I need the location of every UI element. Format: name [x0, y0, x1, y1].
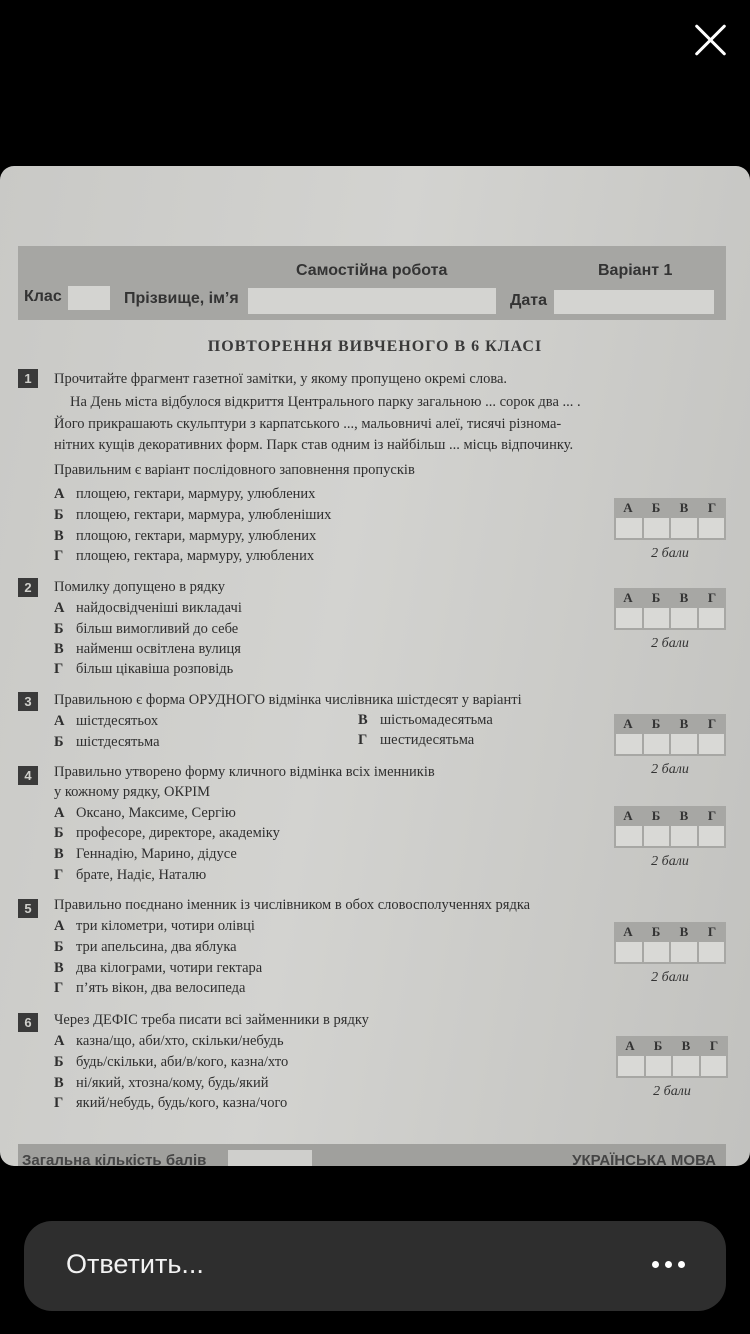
name-field	[248, 288, 496, 314]
answer-grid: А Б В Г 2 бали	[614, 498, 726, 562]
answer-option: В ні/який, хтозна/кому, будь/який	[54, 1075, 269, 1091]
answer-grid: А Б В Г 2 бали	[614, 714, 726, 778]
name-label: Прізвище, ім’я	[124, 290, 239, 307]
answer-option: Б площею, гектари, мармура, улюбленіших	[54, 507, 332, 523]
answer-option: В шістьомадесятьма	[358, 712, 493, 728]
question-text: Помилку допущено в рядку	[54, 579, 226, 595]
reply-input[interactable]: Ответить...	[66, 1249, 204, 1279]
date-field	[554, 290, 714, 314]
question-text: Через ДЕФІС треба писати всі займенники в рядку	[54, 1012, 369, 1028]
question-text: Правильно поєднано іменник із числівником в обох словосполученнях рядка	[54, 897, 531, 913]
answer-option: Б будь/скільки, аби/в/кого, казна/хто	[54, 1054, 289, 1070]
total-score-label: Загальна кількість балів	[22, 1152, 207, 1166]
answer-option: А площею, гектари, мармуру, улюблених	[54, 486, 316, 502]
question-text: у кожному рядку, ОКРІМ	[54, 784, 210, 800]
score-label: 2 бали	[653, 1084, 691, 1099]
worksheet-header	[18, 246, 726, 320]
answer-option: Б більш вимогливий до себе	[54, 621, 239, 637]
answer-option: Г площею, гектара, мармуру, улюблених	[54, 548, 315, 564]
answer-option: Г який/небудь, будь/кого, казна/чого	[54, 1095, 288, 1111]
answer-option: Б три апельсина, два яблука	[54, 939, 237, 955]
answer-option: Г п’ять вікон, два велосипеда	[54, 980, 246, 996]
answer-option: В найменш освітлена вулиця	[54, 641, 241, 657]
score-label: 2 бали	[651, 546, 689, 561]
answer-option: В площою, гектари, мармуру, улюблених	[54, 528, 317, 544]
score-label: 2 бали	[651, 762, 689, 777]
answer-grid: А Б В Г 2 бали	[614, 922, 726, 986]
photo-viewer-image	[0, 166, 750, 1166]
question-number: 2	[18, 578, 38, 597]
answer-option: А три кілометри, чотири олівці	[54, 918, 255, 934]
question-number: 3	[18, 692, 38, 711]
question-text: Прочитайте фрагмент газетної замітки, у якому пропущено окремі слова.	[54, 371, 508, 387]
date-label: Дата	[510, 292, 548, 309]
answer-option: А шістдесятьох	[54, 713, 159, 729]
score-label: 2 бали	[651, 854, 689, 869]
question-text: нітних кущів декоративних форм. Парк став одним із найбільш ... місць відпочинку.	[54, 437, 574, 453]
answer-option: А казна/що, аби/хто, скільки/небудь	[54, 1033, 284, 1049]
question-number: 5	[18, 899, 38, 918]
page-title: ПОВТОРЕННЯ ВИВЧЕНОГО В 6 КЛАСІ	[207, 338, 543, 355]
score-label: 2 бали	[651, 636, 689, 651]
question-text: Його прикрашають скульптури з карпатського ..., мальовничі алеї, тисячі різнома-	[54, 416, 562, 432]
question-text: На День міста відбулося відкриття Центрального парку загальною ... сорок два ... .	[70, 394, 581, 410]
answer-option: Г більш цікавіша розповідь	[54, 661, 234, 677]
answer-option: А Оксано, Максиме, Сергію	[54, 805, 236, 821]
question-number: 4	[18, 766, 38, 785]
score-label: 2 бали	[651, 970, 689, 985]
question-number: 6	[18, 1013, 38, 1032]
answer-option: В два кілограми, чотири гектара	[54, 960, 263, 976]
answer-option: Б шістдесятьма	[54, 734, 160, 750]
answer-option: Б професоре, директоре, академіку	[54, 825, 280, 841]
worksheet-title: Самостійна робота	[296, 262, 448, 279]
question-text: Правильно утворено форму кличного відмінка всіх іменників	[54, 764, 435, 780]
total-score-field	[228, 1150, 312, 1166]
answer-option: А найдосвідченіші викладачі	[54, 600, 242, 616]
answer-option: В Геннадію, Марино, дідусе	[54, 846, 237, 862]
answer-grid: А Б В Г 2 бали	[616, 1036, 728, 1100]
class-label: Клас	[24, 288, 62, 305]
close-icon[interactable]	[688, 18, 732, 62]
answer-grid: А Б В Г 2 бали	[614, 588, 726, 652]
subject-label: УКРАЇНСЬКА МОВА	[572, 1152, 716, 1166]
question-text: Правильним є варіант послідовного заповнення пропусків	[54, 462, 415, 478]
question-number: 1	[18, 369, 38, 388]
answer-option: Г брате, Надіє, Наталю	[54, 867, 207, 883]
question-text: Правильною є форма ОРУДНОГО відмінка числівника шістдесят у варіанті	[54, 692, 522, 708]
reply-bar[interactable]	[24, 1221, 726, 1311]
answer-option: Г шестидесятьма	[358, 732, 475, 748]
worksheet-footer	[18, 1144, 726, 1166]
answer-grid: А Б В Г 2 бали	[614, 806, 726, 870]
class-field	[68, 286, 110, 310]
variant-label: Варіант 1	[598, 262, 673, 279]
more-options-icon[interactable]	[652, 1261, 686, 1269]
